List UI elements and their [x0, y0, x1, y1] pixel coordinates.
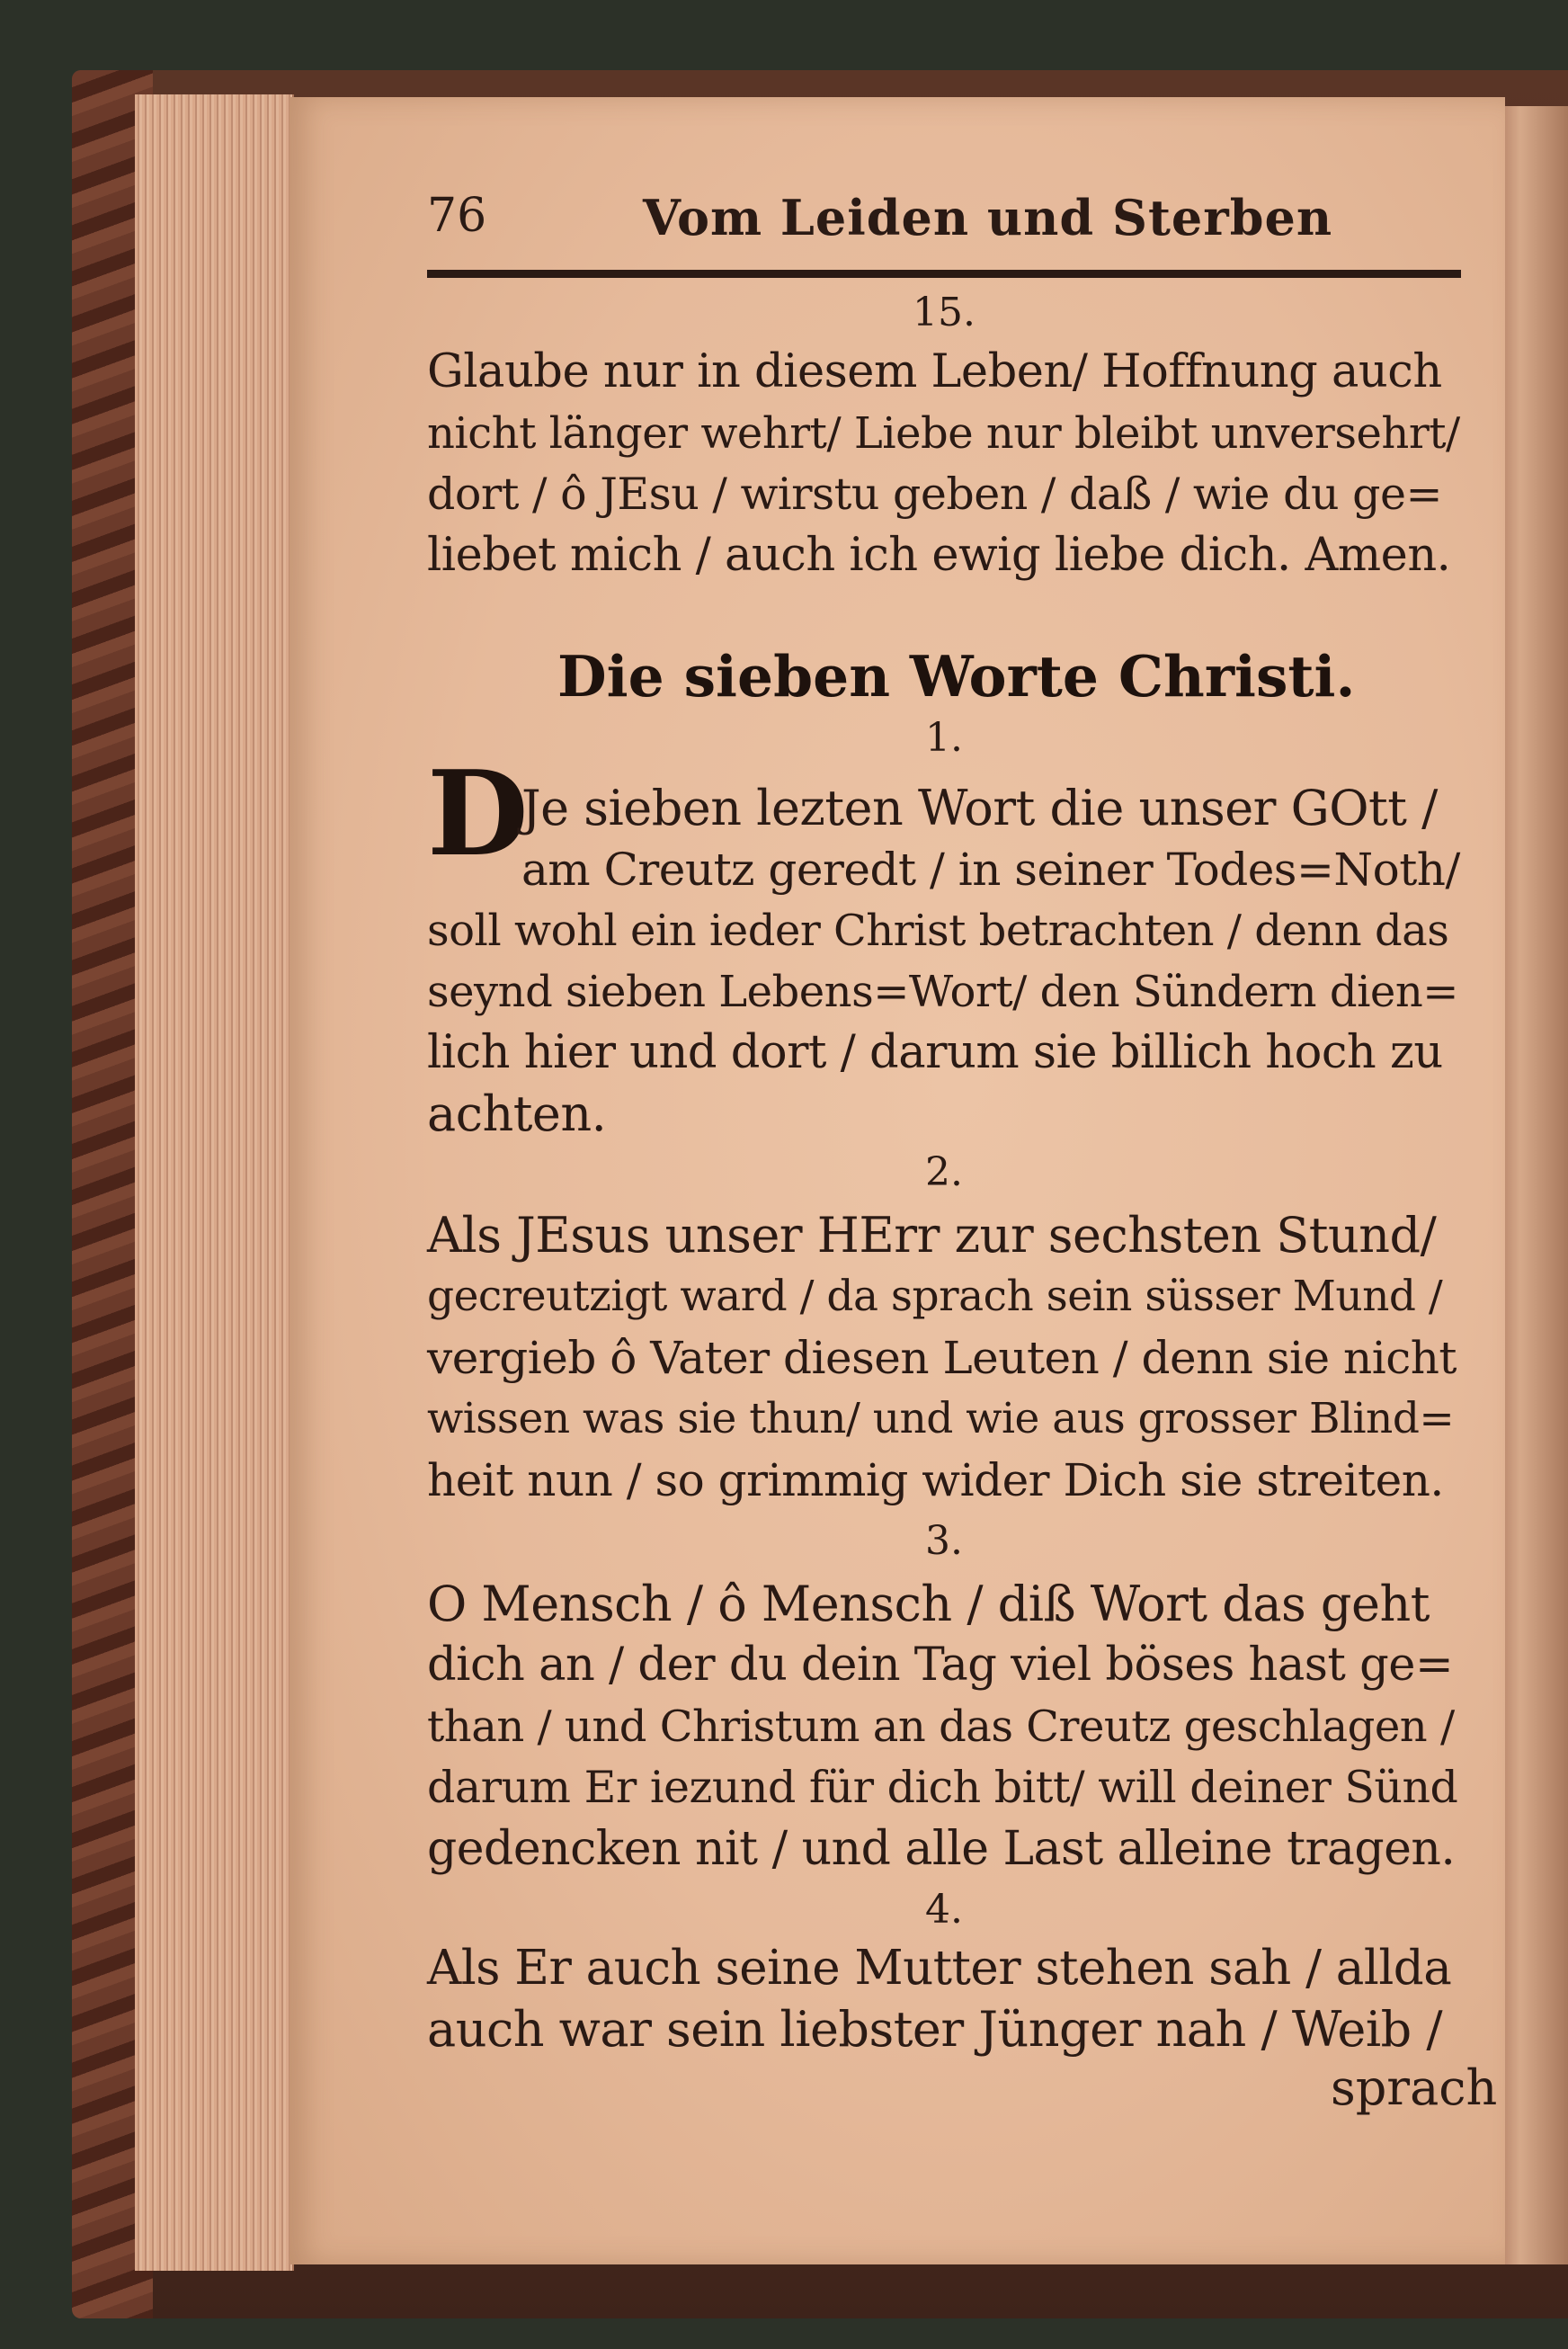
page-edge-right: [1500, 106, 1568, 2264]
text-line: Als Er auch seine Mutter stehen sah / allda: [427, 1941, 1452, 1996]
text-line: wissen was sie thun/ und wie aus grosser Blind=: [427, 1394, 1455, 1443]
text-line: Je sieben lezten Wort die unser GOtt /: [521, 780, 1438, 836]
text-line: darum Er iezund für dich bitt/ will deiner Sünd: [427, 1762, 1458, 1813]
text-line: O Mensch / ô Mensch / diß Wort das geht: [427, 1576, 1430, 1632]
stanza-number: 3.: [925, 1518, 963, 1564]
text-line: lich hier und dort / darum sie billich hoch zu: [427, 1026, 1443, 1079]
text-line: dort / ô JEsu / wirstu geben / daß / wie du ge=: [427, 469, 1443, 520]
stanza-number: 4.: [925, 1887, 963, 1933]
drop-capital: D: [427, 745, 529, 882]
text-line: gecreutzigt ward / da sprach sein süsser Mund /: [427, 1272, 1443, 1321]
text-line: soll wohl ein ieder Christ betrachten / denn das: [427, 906, 1449, 956]
page-header: [427, 189, 1461, 252]
text-line: am Creutz geredt / in seiner Todes=Noth/: [521, 844, 1460, 896]
text-line: nicht länger wehrt/ Liebe nur bleibt unversehrt/: [427, 408, 1460, 459]
text-line: vergieb ô Vater diesen Leuten / denn sie nicht: [427, 1332, 1457, 1384]
stanza-number: 15.: [913, 290, 976, 335]
catchword: sprach: [1331, 2059, 1498, 2116]
text-line: Glaube nur in diesem Leben/ Hoffnung auch: [427, 345, 1442, 398]
text-line: Als JEsus unser HErr zur sechsten Stund/: [427, 1207, 1437, 1264]
stanza-number: 2.: [925, 1149, 963, 1195]
text-line: seynd sieben Lebens=Wort/ den Sündern dien=: [427, 967, 1458, 1017]
text-line: auch war sein liebster Jünger nah / Weib /: [427, 2001, 1443, 2058]
header-rule: [427, 270, 1461, 278]
section-heading: Die sieben Worte Christi.: [557, 643, 1356, 710]
text-line: dich an / der du dein Tag viel böses hast ge=: [427, 1639, 1454, 1692]
text-line: achten.: [427, 1085, 607, 1142]
running-title: Vom Leiden und Sterben: [643, 189, 1333, 246]
page-edges-left: [135, 94, 294, 2271]
text-line: heit nun / so grimmig wider Dich sie streiten.: [427, 1454, 1444, 1506]
stanza-number: 1.: [925, 715, 963, 761]
text-line: liebet mich / auch ich ewig liebe dich. Amen.: [427, 529, 1451, 582]
text-line: gedencken nit / und alle Last alleine tragen.: [427, 1822, 1456, 1876]
text-line: than / und Christum an das Creutz geschlagen /: [427, 1701, 1455, 1752]
page-number: 76: [427, 189, 487, 243]
